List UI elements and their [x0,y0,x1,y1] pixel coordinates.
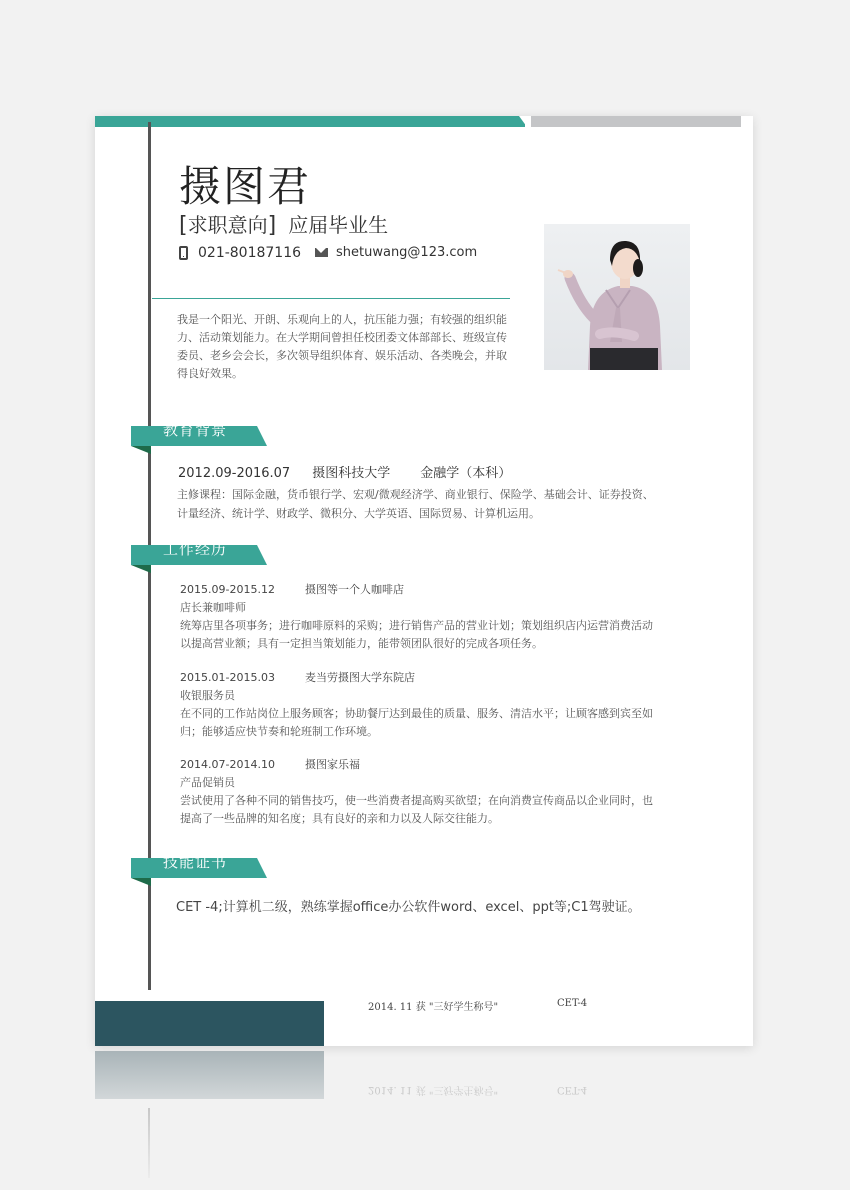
work-period: 2014.07-2014.10 [180,758,275,771]
intent-role: 应届毕业生 [288,213,389,237]
intent-label: 求职意向 [187,213,268,237]
email-contact [315,245,477,260]
top-gray-bar [531,116,741,127]
section-education-banner [131,421,267,446]
education-entry [178,462,529,481]
work-company: 麦当劳摄图大学东院店 [304,671,415,684]
envelope-icon [315,248,328,257]
award-cert: CET-4 [557,998,588,1009]
work-entry [180,669,660,741]
job-intent: [求职意向] 应届毕业生 [179,213,389,238]
education-courses: 主修课程：国际金融，货币银行学、宏观/微观经济学、商业银行、保险学、基础会计、证券投资、计量经济、统计学、财政学、微积分、大学英语、国际贸易、计算机运用。 [177,488,654,520]
education-major: 金融学（本科） [420,466,512,481]
reflected-award-cert: CET-4 [557,1084,588,1095]
reflected-award-entry: 2014. 11 获 "三好学生称号" [368,1084,499,1095]
profile-photo [544,224,690,370]
section-skills-title: 技能证书 [163,853,228,871]
work-description: 在不同的工作站岗位上服务顾客；协助餐厅达到最佳的质量、服务、清洁水平；让顾客感到宾至如归；能够适应快节奏和轮班制工作环境。 [180,707,653,738]
work-description: 尝试使用了各种不同的销售技巧，使一些消费者提高购买欲望；在向消费宣传商品以企业同时，也提高了一些品牌的知名度；具有良好的亲和力以及人际交往能力。 [180,794,653,825]
page-reflection [95,1048,753,1190]
work-description: 统筹店里各项事务；进行咖啡原料的采购；进行销售产品的营业计划；策划组织店内运营消费活动以提高营业额；具有一定担当策划能力，能带领团队很好的完成各项任务。 [180,619,653,650]
header-divider [152,298,510,299]
footer-block [95,1001,324,1046]
section-work-title: 工作经历 [163,540,228,558]
education-school: 摄图科技大学 [312,466,391,481]
work-position: 收银服务员 [180,689,235,702]
skills-text: CET -4;计算机二级，熟练掌握office办公软件word、excel、ppt等;C1驾驶证。 [176,900,641,915]
top-accent-bar [95,116,525,127]
work-period: 2015.01-2015.03 [180,671,275,684]
work-entry [180,581,660,653]
work-company: 摄图家乐福 [304,758,360,771]
phone-icon [179,246,188,260]
work-position: 店长兼咖啡师 [180,601,246,614]
section-work-banner [131,540,267,565]
self-intro: 我是一个阳光、开朗、乐观向上的人，抗压能力强；有较强的组织能力、活动策划能力。在大学期间曾担任校团委文体部部长、班级宣传委员、老乡会会长，多次领导组织体育、娱乐活动、各类晚会，并取得良好效果。 [177,313,507,380]
resume-page [95,116,753,1046]
section-skills-banner [131,853,267,878]
education-period: 2012.09-2016.07 [178,466,291,481]
work-company: 摄图等一个人咖啡店 [304,583,404,596]
work-period: 2015.09-2015.12 [180,583,275,596]
work-entry [180,756,660,828]
email-address[interactable]: shetuwang@123.com [336,245,478,260]
phone-contact [179,245,301,261]
award-entry: 2014. 11 获 "三好学生称号" [368,1002,499,1013]
portrait-illustration [544,224,690,370]
work-position: 产品促销员 [180,776,235,789]
section-education-title: 教育背景 [163,421,228,439]
candidate-name: 摄图君 [179,162,312,211]
phone-number[interactable]: 021-80187116 [198,245,302,261]
